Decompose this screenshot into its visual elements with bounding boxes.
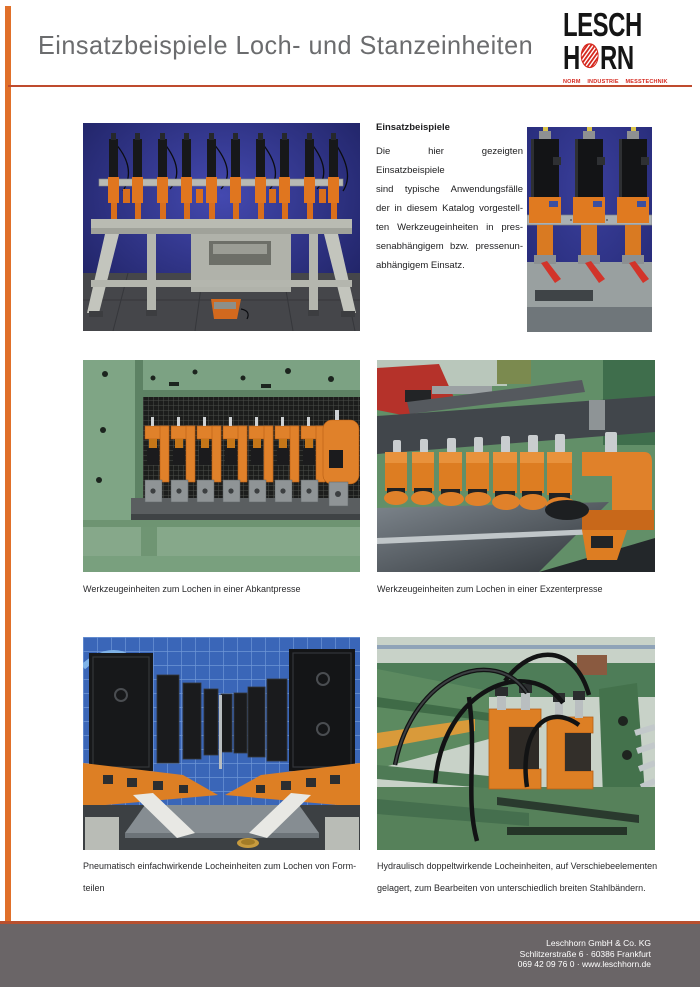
footer-street: Schlitzerstraße 6 · 60386 Frankfurt	[519, 948, 651, 959]
page-title: Einsatzbeispiele Loch- und Stanzeinheiten	[38, 30, 534, 60]
intro-line: senabhängigem bzw. pressenun-	[376, 241, 523, 252]
footer	[0, 921, 700, 987]
intro-text-block	[376, 122, 523, 275]
header-rule	[8, 85, 692, 87]
photo-hydraulic-units-stahlbaender	[377, 637, 655, 850]
caption-hydraulisch: Hydraulisch doppeltwirkende Locheinheiten, auf Verschiebeelementen gelagert, zum Bearbeiten von unterschiedlich breiten Stahlbändern.	[377, 861, 658, 893]
intro-line: der in diesem Katalog vorgestell-	[376, 203, 523, 214]
footer-phone-web: 069 42 09 76 0 · www.leschhorn.de	[517, 959, 651, 969]
logo-word-lesch: LESCH	[563, 5, 642, 44]
caption-pneumatisch: Pneumatisch einfachwirkende Locheinheiten zum Lochen von Form- teilen	[83, 861, 357, 893]
logo-tagline: NORM INDUSTRIE MESSTECHNIK	[563, 79, 668, 85]
footer-address	[518, 938, 651, 970]
leschhorn-logo	[563, 5, 668, 85]
photo-workbench-punching-units	[83, 123, 360, 331]
intro-heading: Einsatzbeispiele	[376, 122, 450, 133]
photo-exzenterpresse-units	[377, 360, 655, 572]
hatched-o-icon	[581, 41, 599, 74]
photo-pneumatic-units-formteile	[83, 637, 360, 850]
intro-line: sind typische Anwendungsfälle	[376, 184, 523, 195]
logo-word-horn: H RN	[563, 38, 634, 77]
footer-company: Leschhorn GmbH & Co. KG	[546, 938, 651, 948]
photo-punching-units-closeup	[527, 127, 652, 332]
left-accent-bar	[5, 6, 11, 921]
caption-abkantpresse: Werkzeugeinheiten zum Lochen in einer Abkantpresse	[83, 584, 301, 594]
intro-line: ten Werkzeugeinheiten in pres-	[376, 222, 523, 233]
photo-abkantpresse-units	[83, 360, 360, 572]
intro-line: Die hier gezeigten Einsatzbeispiele	[376, 146, 523, 176]
intro-line: abhängigem Einsatz.	[376, 260, 465, 271]
caption-exzenterpresse: Werkzeugeinheiten zum Lochen in einer Exzenterpresse	[377, 584, 603, 594]
